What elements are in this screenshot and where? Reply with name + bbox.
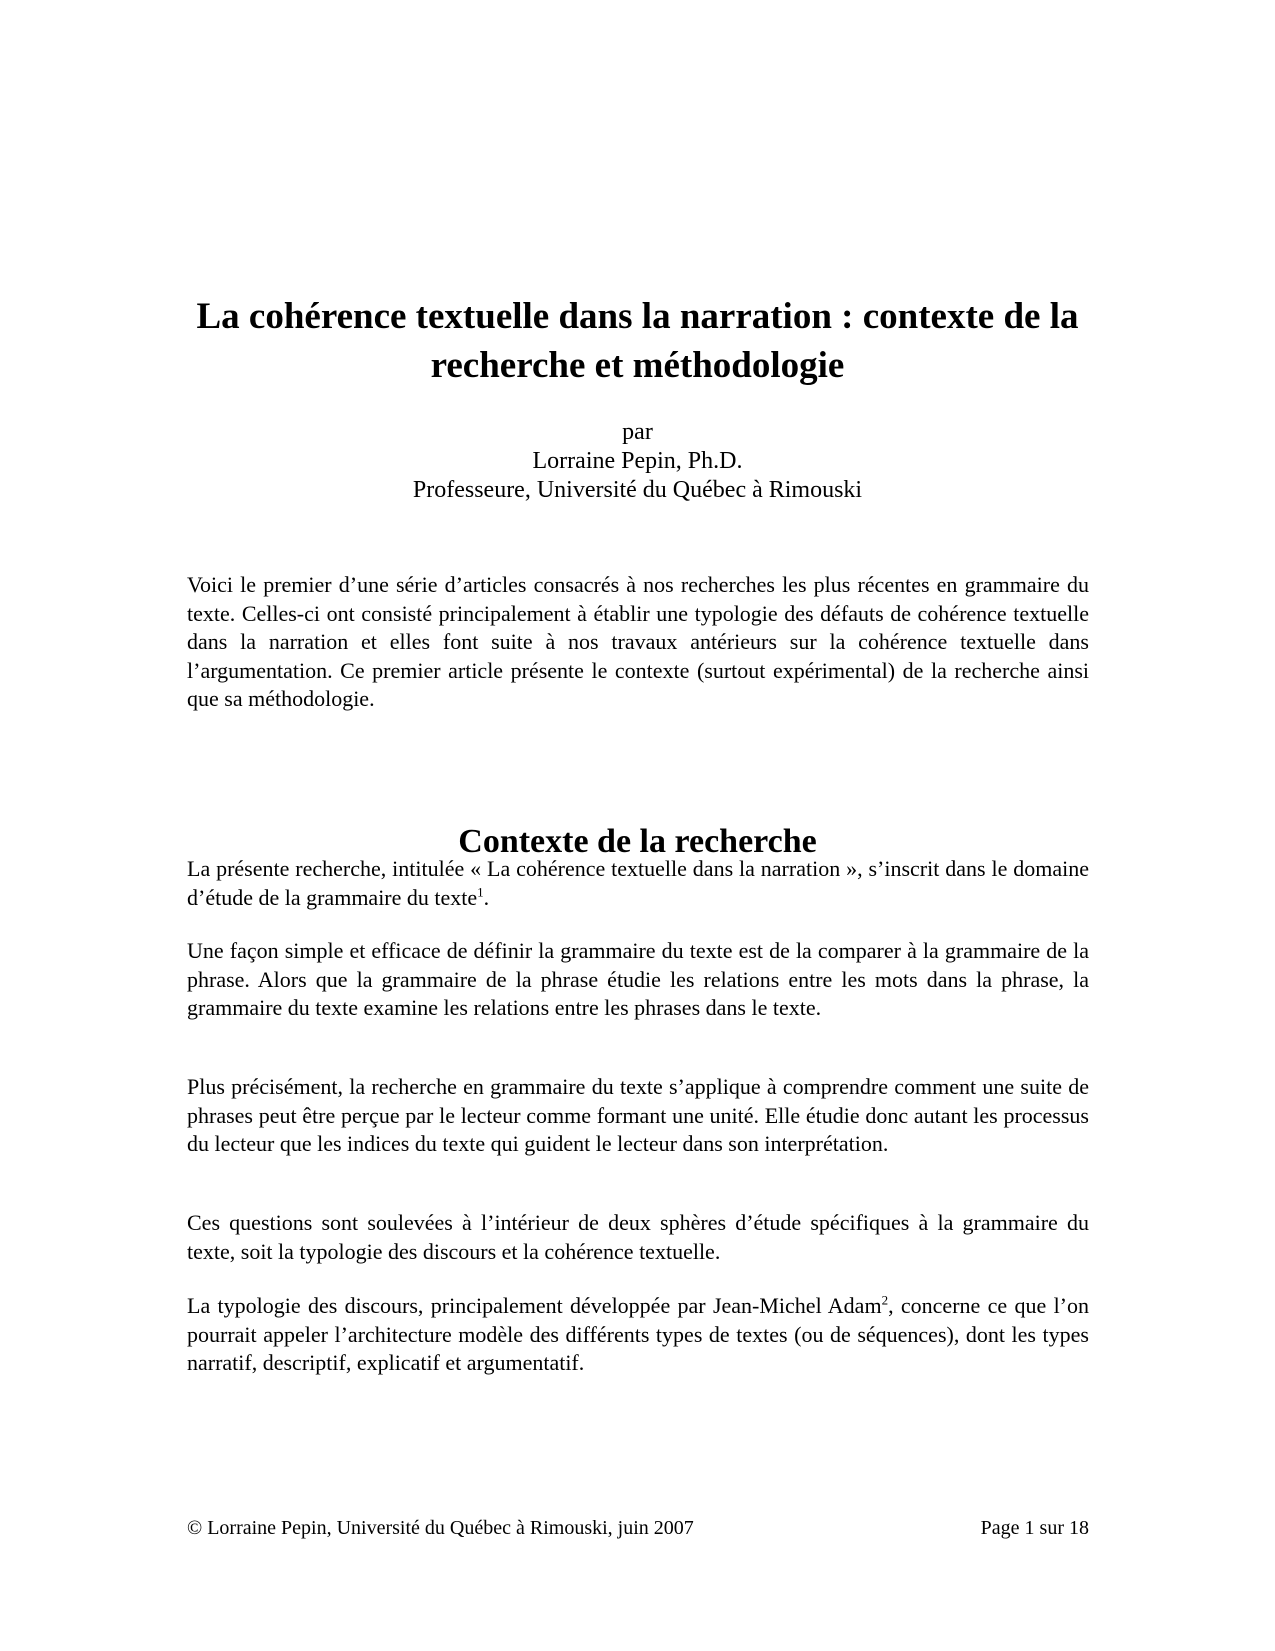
- section-paragraph-5: [187, 1292, 1089, 1378]
- section-paragraph-2: Une façon simple et efficace de définir la grammaire du texte est de la comparer à la grammaire de la phrase. Alors que la grammaire de la phrase étudie les relations entre les mots dans la phrase, la grammaire du texte examine les relations entre les phrases dans le texte.: [187, 938, 1089, 1020]
- section-paragraph-4: Ces questions sont soulevées à l’intérieur de deux sphères d’étude spécifiques à la grammaire du texte, soit la typologie des discours et la cohérence textuelle.: [187, 1210, 1089, 1264]
- paragraph-1-tail: .: [483, 884, 490, 910]
- footnote-ref-2: 2: [881, 1292, 889, 1308]
- author-name: Lorraine Pepin, Ph.D.: [532, 448, 743, 474]
- byline-par: par: [622, 419, 653, 445]
- author-affiliation: Professeure, Université du Québec à Rimouski: [412, 477, 863, 503]
- footer-page-number: Page 1 sur 18: [980, 1517, 1089, 1539]
- byline: [150, 418, 1125, 505]
- section-paragraph-3: Plus précisément, la recherche en grammaire du texte s’applique à comprendre comment une suite de phrases peut être perçue par le lecteur comme formant une unité. Elle étudie donc autant les processus du lecteur que les indices du texte qui guident le lecteur dans son interprétation.: [187, 1074, 1089, 1156]
- section-paragraph-1: [187, 855, 1089, 912]
- abstract-paragraph: Voici le premier d’une série d’articles consacrés à nos recherches les plus récentes en grammaire du texte. Celles-ci ont consisté principalement à établir une typologie des défauts de cohérence textuelle dans la narration et elles font suite à nos travaux antérieurs sur la cohérence textuelle dans l’argumentation. Ce premier article présente le contexte (surtout expérimental) de la recherche ainsi que sa méthodologie.: [187, 572, 1089, 711]
- footer-copyright: © Lorraine Pepin, Université du Québec à Rimouski, juin 2007: [187, 1517, 694, 1539]
- paragraph-1-text: La présente recherche, intitulée « La cohérence textuelle dans la narration », s’inscrit dans le domaine d’étude de la grammaire du texte: [187, 856, 1089, 910]
- paragraph-5-before: La typologie des discours, principalement développée par Jean-Michel Adam: [187, 1293, 882, 1318]
- paragraph-5-after: , concerne ce que l’on pourrait appeler l’architecture modèle des différents types de textes (ou de séquences), dont les types narratif, descriptif, explicatif et argumentatif.: [187, 1293, 1090, 1375]
- document-title: La cohérence textuelle dans la narration : contexte de la recherche et méthodologie: [196, 296, 1079, 386]
- footnote-ref-1: 1: [477, 884, 484, 900]
- section-heading: Contexte de la recherche: [458, 823, 817, 860]
